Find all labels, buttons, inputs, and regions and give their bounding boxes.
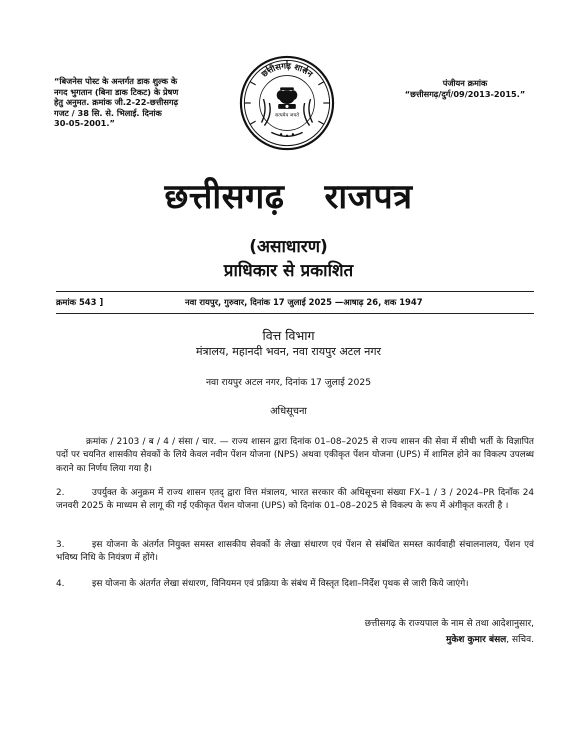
issue-number: क्रमांक 543 ]	[56, 297, 104, 307]
department-heading: वित्त विभाग	[262, 328, 315, 343]
place-date: नवा रायपुर अटल नगर, दिनांक 17 जुलाई 2025	[205, 377, 372, 388]
postal-note-line: “बिजनेस पोस्ट के अन्तर्गत डाक शुल्क के	[54, 76, 178, 86]
extraordinary-label: (असाधारण)	[249, 237, 328, 257]
postal-note-line: गजट / 38 सि. से. भिलाई. दिनांक	[54, 107, 162, 118]
paragraph-3	[56, 539, 534, 566]
authority-label: प्राधिकार से प्रकाशित	[223, 261, 354, 281]
paragraph-text: क्रमांक / 2103 / ब / 4 / संसा / चार. — राज्य शासन द्वारा दिनांक 01–08–2025 से राज्य शासन की सेवा में सीधी भर्ती के विज्ञापित पदों पर चयनित शासकीय सेवकों के लिये केवल नवीन पेंशन योजना (NPS) अथवा एकीकृत पेंशन योजना (UPS) में शामिल होने का विकल्प उपलब्ध कराने का निर्णय लिया गया है।	[56, 437, 534, 474]
paragraph-number: 2.	[56, 488, 65, 498]
emblem-motto: सत्यमेव जयते	[274, 112, 300, 119]
state-emblem-seal	[238, 54, 336, 152]
registration-number: “छत्तीसगढ़/दुर्ग/09/2013-2015.”	[404, 88, 526, 99]
gazette-masthead	[0, 172, 577, 218]
signatory	[0, 632, 534, 645]
paragraph-2	[56, 487, 534, 514]
paragraph-text: उपर्युक्त के अनुक्रम में राज्य शासन एतद् द्वारा वित्त मंत्रालय, भारत सरकार की अधिसूचना संख्या FX–1 / 3 / 2024–PR दिनाँक 24 जनवरी 2025 के माध्यम से लागू की गई एकीकृत पेंशन योजना (UPS) को दिनांक 01–08–2025 से विकल्प के रूप में अंगीकृत करती है ।	[56, 488, 534, 512]
paragraph-text: इस योजना के अंतर्गत नियुक्त समस्त शासकीय सेवकों के लेखा संधारण एवं पेंशन से संबंधित समस्त कार्यवाही संचालनालय, पेंशन एवं भविष्य निधि के नियंत्रण में होंगे।	[56, 540, 534, 564]
emblem-ring-text: छत्तीसगढ़ शासन	[259, 60, 315, 79]
masthead-gazette-word: राजपत्र	[324, 177, 413, 217]
paragraph-text: इस योजना के अंतर्गत लेखा संधारण, विनियमन एवं प्रक्रिया के संबंध में विस्तृत दिशा–निर्देश पृथक से जारी किये जाएंगे।	[92, 579, 469, 589]
masthead-state-name: छत्तीसगढ़	[164, 177, 285, 217]
paragraph-1	[56, 436, 534, 476]
registration-block	[390, 78, 540, 99]
department-address: मंत्रालय, महानदी भवन, नवा रायपुर अटल नगर	[195, 345, 382, 358]
order-line: छत्तीसगढ़ के राज्यपाल के नाम से तथा आदेशानुसार,	[364, 619, 534, 629]
signatory-name: मुकेश कुमार बंसल	[445, 635, 507, 645]
postal-note-line: नगद भुगतान (बिना डाक टिकट) के प्रेषण	[54, 86, 179, 97]
paragraph-4	[56, 578, 534, 591]
postal-note-line: हेतु अनुमत. क्रमांक जी.2-22-छत्तीसगढ़	[54, 97, 179, 108]
postal-note-line: 30-05-2001.”	[54, 118, 115, 129]
signatory-title: , सचिव.	[506, 635, 534, 645]
paragraph-number: 3.	[56, 540, 65, 550]
paragraph-number: 4.	[56, 579, 65, 589]
registration-label: पंजीयन क्रमांक	[442, 78, 488, 88]
postal-note	[54, 76, 204, 129]
issue-date-line: नवा रायपुर, गुरुवार, दिनांक 17 जुलाई 2025 —आषाढ़ 26, शक 1947	[185, 297, 423, 307]
bottom-rule	[56, 313, 534, 314]
notification-heading: अधिसूचना	[270, 406, 307, 417]
top-rule	[56, 291, 534, 292]
